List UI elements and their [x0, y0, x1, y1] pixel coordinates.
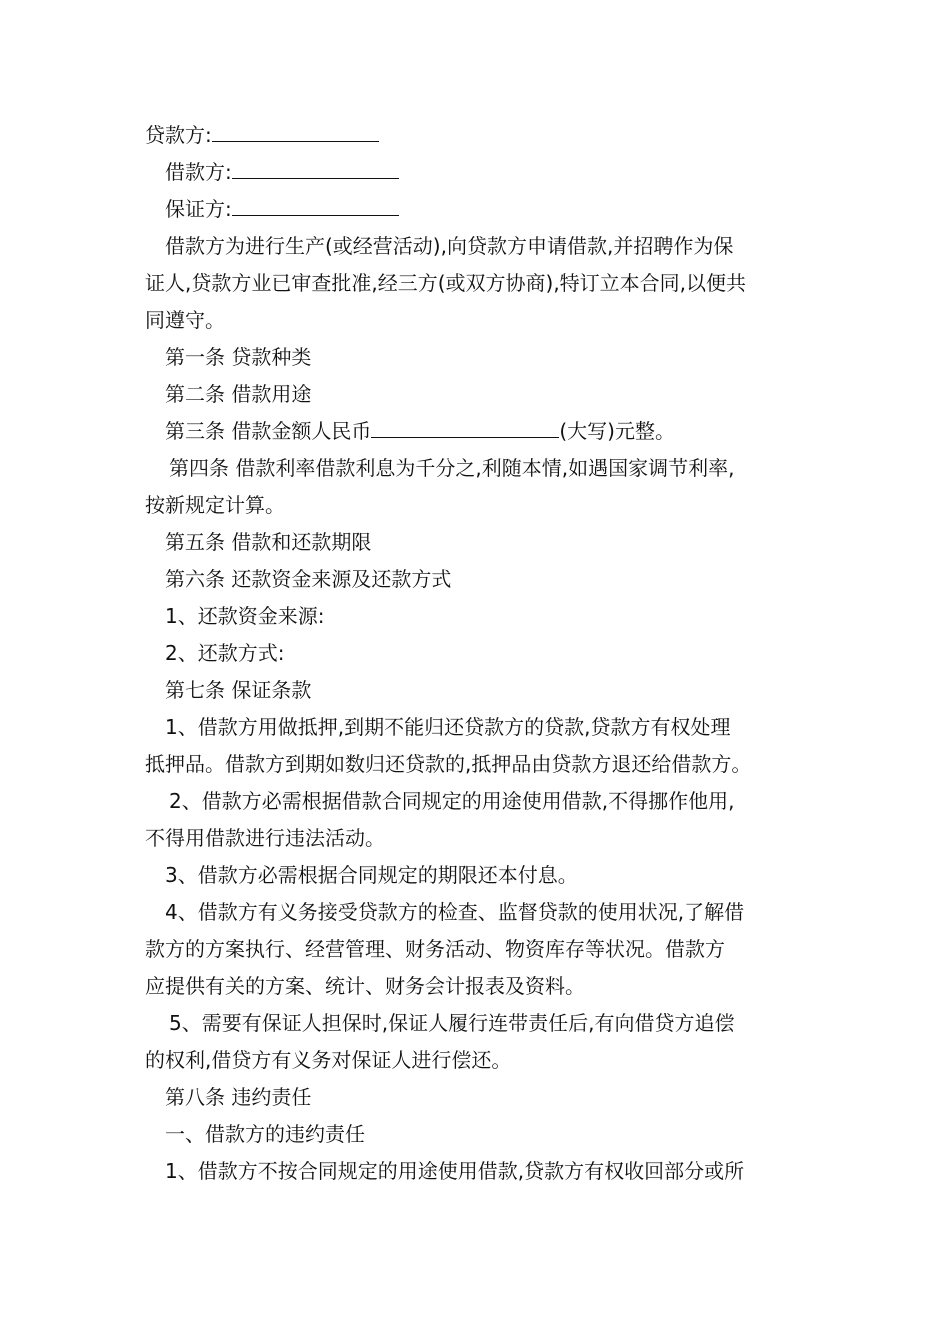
lender-label: 贷款方:	[145, 123, 212, 147]
contract-body	[145, 117, 810, 1190]
article-7-clause-4-line-1: 4、借款方有义务接受贷款方的检查、监督贷款的使用状况,了解借	[165, 900, 745, 924]
article-2-title: 第二条 借款用途	[165, 382, 312, 406]
article-7-clause-3: 3、借款方必需根据合同规定的期限还本付息。	[165, 863, 578, 887]
article-4-line-1: 第四条 借款利率借款利息为千分之,利随本情,如遇国家调节利率,	[169, 456, 735, 480]
preamble-line-1: 借款方为进行生产(或经营活动),向贷款方申请借款,并招聘作为保	[165, 234, 734, 258]
article-8-title: 第八条 违约责任	[165, 1085, 312, 1109]
article-6-item-2: 2、还款方式:	[165, 641, 285, 665]
guarantor-label: 保证方:	[165, 197, 232, 221]
article-7-clause-5-line-1: 5、需要有保证人担保时,保证人履行连带责任后,有向借贷方追偿	[169, 1011, 735, 1035]
article-7-clause-2-line-2: 不得用借款进行违法活动。	[145, 826, 385, 850]
lender-line	[145, 117, 810, 154]
article-7-clause-5-line-2: 的权利,借贷方有义务对保证人进行偿还。	[145, 1048, 512, 1072]
article-1-title: 第一条 贷款种类	[165, 345, 312, 369]
guarantor-line	[145, 191, 810, 228]
article-8-section-1: 一、借款方的违约责任	[165, 1122, 365, 1146]
article-7-clause-2-line-1: 2、借款方必需根据借款合同规定的用途使用借款,不得挪作他用,	[169, 789, 735, 813]
article-6-item-1: 1、还款资金来源:	[165, 604, 325, 628]
lender-blank	[212, 119, 379, 142]
article-7-title: 第七条 保证条款	[165, 678, 312, 702]
article-3-after: (大写)元整。	[559, 419, 675, 443]
preamble-line-2: 证人,贷款方业已审查批准,经三方(或双方协商),特订立本合同,以便共	[145, 271, 747, 295]
article-3-line	[145, 413, 810, 450]
article-3-before: 第三条 借款金额人民币	[165, 419, 372, 443]
article-7-clause-1-line-1: 1、借款方用做抵押,到期不能归还贷款方的贷款,贷款方有权处理	[165, 715, 731, 739]
article-7-clause-1-line-2: 抵押品。借款方到期如数归还贷款的,抵押品由贷款方退还给借款方。	[145, 752, 752, 776]
preamble-line-3: 同遵守。	[145, 308, 225, 332]
article-4-line-2: 按新规定计算。	[145, 493, 285, 517]
amount-blank	[371, 415, 559, 438]
borrower-blank	[232, 156, 399, 179]
article-7-clause-4-line-3: 应提供有关的方案、统计、财务会计报表及资料。	[145, 974, 585, 998]
article-5-title: 第五条 借款和还款期限	[165, 530, 372, 554]
borrower-label: 借款方:	[165, 160, 232, 184]
article-8-clause-1: 1、借款方不按合同规定的用途使用借款,贷款方有权收回部分或所	[165, 1159, 745, 1183]
article-6-title: 第六条 还款资金来源及还款方式	[165, 567, 452, 591]
article-7-clause-4-line-2: 款方的方案执行、经营管理、财务活动、物资库存等状况。借款方	[145, 937, 725, 961]
guarantor-blank	[232, 193, 399, 216]
borrower-line	[145, 154, 810, 191]
